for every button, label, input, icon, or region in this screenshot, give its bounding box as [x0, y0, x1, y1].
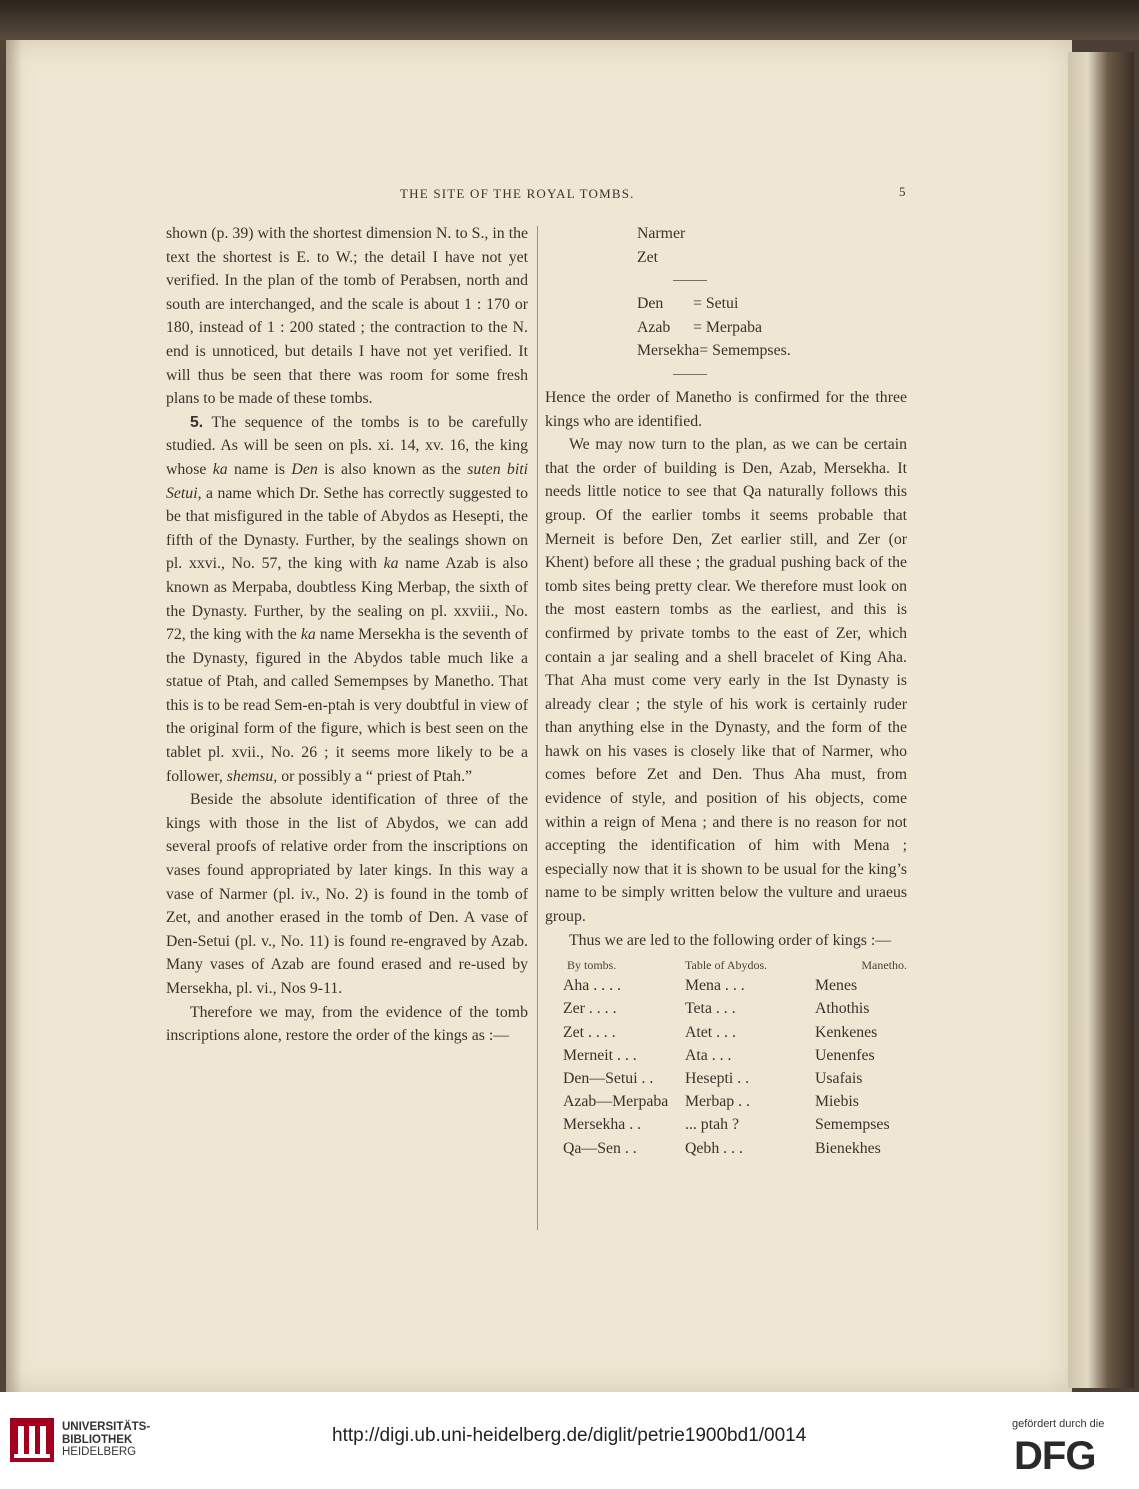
table-row: Den—Setui . . Hesepti . . Usafais — [563, 1070, 863, 1088]
page-edge — [1068, 52, 1134, 1388]
university-library-logo-icon — [10, 1418, 54, 1462]
list-item: Zet — [637, 248, 659, 266]
page-gutter-shadow — [0, 40, 22, 1392]
column-header: Table of Abydos. — [685, 958, 768, 973]
paragraph: Hence the order of Manetho is confirmed for the three kings who are identified. — [545, 388, 907, 430]
king-order-list — [637, 222, 907, 375]
table-header — [545, 956, 907, 974]
section-number: 5. — [190, 413, 204, 431]
library-name: UNIVERSITÄTS- BIBLIOTHEK HEIDELBERG — [62, 1421, 151, 1458]
right-column — [545, 222, 907, 1160]
paragraph: Beside the absolute identification of three of the kings with those in the list of Abydos, we can add several proofs of relative order from the inscriptions on vases found appropriated by later kings. In this way a vase of Narmer (pl. iv., No. 2) is found in the tomb of Zet, and another erased in the tomb of Den. A vase of Den-Setui (pl. v., No. 11) is found re-engraved by Azab. Many vases of Azab are found erased and re-used by Mersekha, pl. vi., Nos 9-11. — [166, 791, 528, 997]
section-5-paragraph: 5. The sequence of the tombs is to be carefully studied. As will be seen on pls. xi. 14, xv. 16, the king whose ka name is Den is also known as the suten biti Setui, a name which Dr. Sethe has correctly suggested to be that misfigured in the table of Abydos as Hesepti, the fifth of the Dynasty. Further, by the sealings shown on pl. xxvi., No. 57, the king with ka name Azab is also known as Merpaba, doubtless King Merbap, the sixth of the Dynasty. Further, by the sealing on pl. xxviii., No. 72, the king with the ka name Mersekha is the seventh of the Dynasty, figured in the Abydos table much like a statue of Ptah, and called Semempses by Manetho. That this is to be read Sem-en-ptah is very doubtful in view of the original form of the figure, which is best seen on the tablet pl. xvii., No. 26 ; it seems more likely to be a follower, shemsu, or possibly a “ priest of Ptah.” — [166, 413, 529, 785]
table-row: Merneit . . . Ata . . . Uenenfes — [563, 1046, 875, 1064]
equivalence-row: Mersekha = Semempses. — [637, 342, 791, 360]
column-divider — [537, 226, 538, 1230]
king-comparison-table — [545, 956, 907, 1160]
dfg-logo: DFG — [1014, 1434, 1096, 1478]
table-row: Qa—Sen . . Qebh . . . Bienekhes — [563, 1139, 881, 1157]
table-row: Aha . . . . Mena . . . Menes — [563, 977, 858, 995]
funding-label: gefördert durch die — [1012, 1418, 1105, 1430]
table-row: Azab—Merpaba Merbap . . Miebis — [563, 1093, 859, 1111]
paragraph: We may now turn to the plan, as we can be certain that the order of building is Den, Azab, Mersekha. It needs little notice to see that Qa naturally follows this group. Of the earlier tombs it seems probable that Merneit is before Den, Zet earlier still, and Zer (or Khent) before all these ; the gradual pushing back of the tomb sites being pretty clear. We therefore must look on the most eastern tombs as the earliest, and this is confirmed by private tombs to the east of Zer, which contain a jar sealing and a shell bracelet of King Aha. That Aha must come very early in the Ist Dynasty is already clear ; the style of his work is certainly ruder than anything else in the Dynasty, and the form of the hawk on his vases is closely like that of Narmer, who comes before Zet and Den. Thus Aha must, from evidence of style, and position of his objects, come within a reign of Mena ; and there is no reason for not accepting the identification of him with Mena ; especially now that it is shown to be usual for the king’s name to be simply written below the vulture and uraeus group. — [545, 436, 907, 926]
list-item: Narmer — [637, 225, 686, 242]
table-row: Zer . . . . Teta . . . Athothis — [563, 1000, 870, 1018]
divider — [673, 374, 707, 375]
paragraph: shown (p. 39) with the shortest dimension N. to S., in the text the shortest is E. to W.; the detail I have not yet verified. In the plan of the tomb of Perabsen, north and south are interchanged, and the scale is about 1 : 170 or 180, instead of 1 : 200 stated ; the contraction to the N. end is unnoticed, but details I have not yet verified. It will thus be seen that there was room for some fresh plans to be made of these tombs. — [166, 225, 528, 408]
running-head: THE SITE OF THE ROYAL TOMBS. — [400, 186, 635, 201]
scan-background-top — [0, 0, 1139, 40]
page-number: 5 — [899, 184, 906, 199]
equivalence-row: Azab = Merpaba — [637, 318, 762, 336]
column-header: By tombs. — [567, 958, 617, 973]
left-column — [166, 222, 528, 1048]
column-header: Manetho. — [861, 958, 907, 973]
equivalence-row: Den = Setui — [637, 295, 739, 313]
table-row: Mersekha . . ... ptah ? Semempses — [563, 1116, 890, 1134]
paragraph: Thus we are led to the following order of kings :— — [569, 931, 892, 949]
paragraph: Therefore we may, from the evidence of the tomb inscriptions alone, restore the order of the kings as :— — [166, 1003, 528, 1045]
divider — [673, 280, 707, 281]
permalink-url[interactable]: http://digi.ub.uni-heidelberg.de/diglit/petrie1900bd1/0014 — [332, 1425, 807, 1446]
table-row: Zet . . . . Atet . . . Kenkenes — [563, 1023, 878, 1041]
